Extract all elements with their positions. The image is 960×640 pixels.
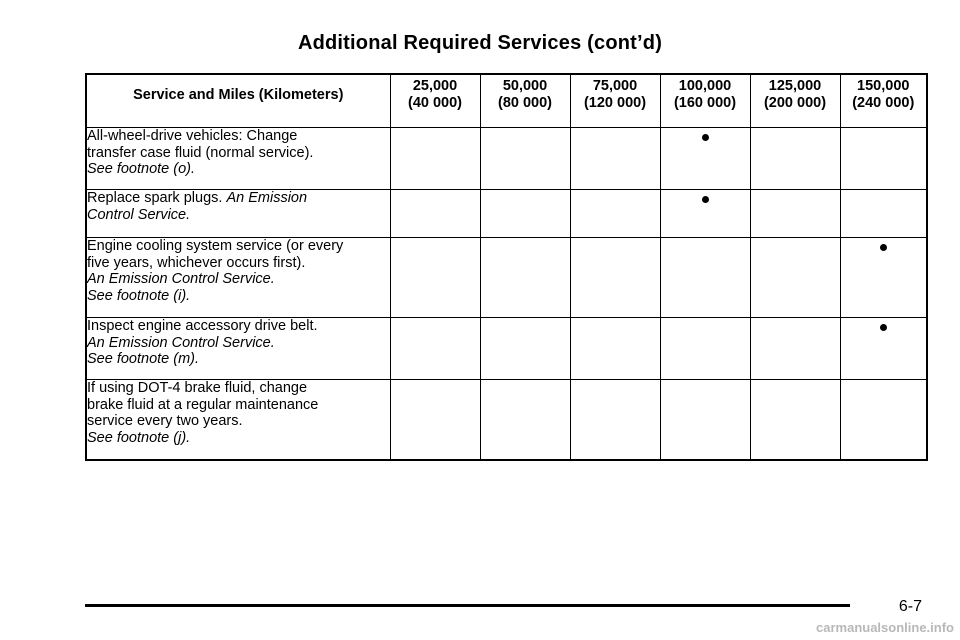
services-table-body bbox=[86, 128, 927, 460]
footnote-reference: See footnote (o). bbox=[87, 161, 196, 177]
interval-cell bbox=[840, 380, 927, 460]
service-text-line: five years, whichever occurs first). bbox=[87, 254, 306, 271]
page-footer-rule bbox=[85, 604, 850, 607]
interval-miles: 25,000 bbox=[412, 78, 458, 94]
interval-km: (200 000) bbox=[763, 95, 827, 111]
emission-note: Control Service. bbox=[87, 206, 191, 223]
interval-cell bbox=[480, 190, 570, 238]
interval-km: (80 000) bbox=[497, 95, 552, 111]
service-due-bullet-icon bbox=[880, 324, 887, 331]
service-text-line: transfer case fluid (normal service). bbox=[87, 144, 314, 161]
interval-cell bbox=[570, 128, 660, 190]
interval-miles: 100,000 bbox=[678, 78, 732, 94]
service-description bbox=[86, 238, 390, 318]
footnote-reference: See footnote (j). bbox=[87, 429, 191, 446]
watermark: carmanualsonline.info bbox=[816, 620, 954, 635]
service-text-line bbox=[87, 190, 390, 207]
service-text: Replace spark plugs. bbox=[87, 190, 223, 206]
interval-header-100000 bbox=[660, 74, 750, 128]
interval-cell bbox=[390, 380, 480, 460]
service-description bbox=[86, 128, 390, 190]
interval-header-25000 bbox=[390, 74, 480, 128]
interval-km: (240 000) bbox=[852, 95, 915, 111]
interval-cell bbox=[480, 238, 570, 318]
table-row bbox=[86, 380, 927, 460]
interval-cell bbox=[390, 128, 480, 190]
table-row bbox=[86, 238, 927, 318]
interval-cell bbox=[660, 318, 750, 380]
interval-cell bbox=[480, 380, 570, 460]
interval-cell bbox=[660, 380, 750, 460]
interval-header-75000 bbox=[570, 74, 660, 128]
interval-cell bbox=[750, 190, 840, 238]
service-text-line: Engine cooling system service (or every bbox=[87, 238, 344, 254]
interval-km: (120 000) bbox=[583, 95, 647, 111]
interval-cell bbox=[390, 238, 480, 318]
service-description bbox=[86, 318, 390, 380]
interval-cell bbox=[840, 238, 927, 318]
interval-miles: 150,000 bbox=[857, 78, 910, 94]
interval-cell bbox=[660, 190, 750, 238]
interval-cell bbox=[480, 128, 570, 190]
emission-note: An Emission Control Service. bbox=[87, 334, 275, 351]
service-description bbox=[86, 190, 390, 238]
interval-cell bbox=[750, 128, 840, 190]
interval-cell bbox=[660, 238, 750, 318]
footnote-reference: See footnote (i). bbox=[87, 287, 191, 304]
interval-miles: 75,000 bbox=[592, 78, 638, 94]
page-title: Additional Required Services (cont’d) bbox=[297, 32, 663, 54]
interval-header-150000 bbox=[840, 74, 927, 128]
interval-miles: 125,000 bbox=[768, 78, 822, 94]
interval-cell bbox=[480, 318, 570, 380]
interval-km: (160 000) bbox=[673, 95, 737, 111]
emission-note: An Emission bbox=[226, 190, 308, 206]
service-text-line: If using DOT-4 brake fluid, change bbox=[87, 380, 308, 396]
table-row bbox=[86, 318, 927, 380]
service-text-line: brake fluid at a regular maintenance bbox=[87, 396, 319, 413]
interval-header-125000 bbox=[750, 74, 840, 128]
interval-cell bbox=[840, 318, 927, 380]
service-due-bullet-icon bbox=[880, 244, 887, 251]
interval-cell bbox=[660, 128, 750, 190]
service-text-line: service every two years. bbox=[87, 413, 243, 429]
services-table bbox=[85, 73, 928, 461]
interval-cell bbox=[570, 238, 660, 318]
interval-cell bbox=[750, 318, 840, 380]
service-text-line: All-wheel-drive vehicles: Change bbox=[87, 128, 298, 144]
interval-header-50000 bbox=[480, 74, 570, 128]
header-row bbox=[86, 74, 927, 128]
table-row bbox=[86, 128, 927, 190]
emission-note: An Emission Control Service. bbox=[87, 271, 275, 287]
service-due-bullet-icon bbox=[702, 196, 709, 203]
service-description bbox=[86, 380, 390, 460]
interval-cell bbox=[750, 380, 840, 460]
interval-cell bbox=[570, 380, 660, 460]
interval-cell bbox=[390, 318, 480, 380]
interval-cell bbox=[750, 238, 840, 318]
interval-cell bbox=[570, 318, 660, 380]
interval-cell bbox=[390, 190, 480, 238]
interval-cell bbox=[840, 128, 927, 190]
service-due-bullet-icon bbox=[702, 134, 709, 141]
page-number: 6-7 bbox=[898, 598, 922, 615]
interval-cell bbox=[840, 190, 927, 238]
table-row bbox=[86, 190, 927, 238]
service-text-line: Inspect engine accessory drive belt. bbox=[87, 318, 318, 334]
footnote-reference: See footnote (m). bbox=[87, 351, 200, 367]
interval-cell bbox=[570, 190, 660, 238]
interval-km: (40 000) bbox=[407, 95, 462, 111]
interval-miles: 50,000 bbox=[502, 78, 548, 94]
service-column-header: Service and Miles (Kilometers) bbox=[86, 74, 390, 128]
